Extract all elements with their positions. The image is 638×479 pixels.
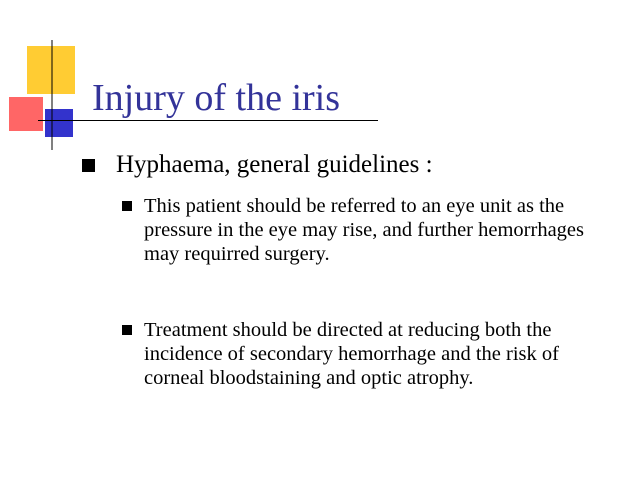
deco-red-square xyxy=(9,97,43,131)
sub-bullet-2-text: Treatment should be directed at reducing both the incidence of secondary hemorrhage and the risk of corneal bloodstaining and optic atrophy. xyxy=(144,319,559,389)
square-bullet-icon xyxy=(122,201,132,211)
deco-yellow-square xyxy=(27,46,75,94)
bullet-level-1-text: Hyphaema, general guidelines : xyxy=(116,151,433,178)
deco-blue-square xyxy=(45,109,73,137)
square-bullet-icon xyxy=(122,325,132,335)
slide-title: Injury of the iris xyxy=(92,77,341,119)
square-bullet-icon xyxy=(82,159,95,172)
sub-bullet-1-text: This patient should be referred to an eye unit as the pressure in the eye may rise, and further hemorrhages may requirred surgery. xyxy=(144,195,585,265)
corner-decoration-graphic xyxy=(0,0,90,150)
title-underline xyxy=(38,120,378,121)
